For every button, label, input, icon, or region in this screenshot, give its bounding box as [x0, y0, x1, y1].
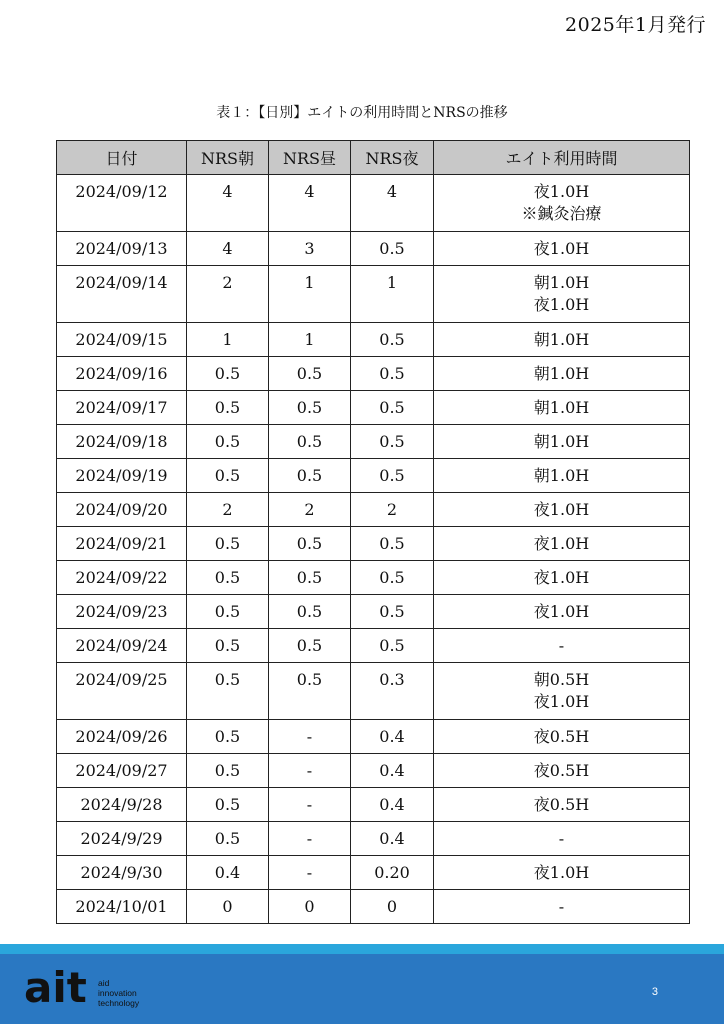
cell-nrs-night: 0.5: [351, 232, 434, 266]
cell-nrs-morning: 2: [187, 266, 269, 323]
usage-line: 夜1.0H: [533, 500, 590, 519]
cell-nrs-noon: -: [269, 754, 351, 788]
cell-date: 2024/09/23: [57, 595, 187, 629]
table-row: [57, 232, 690, 266]
cell-nrs-night: 0.20: [351, 856, 434, 890]
cell-nrs-noon: 0.5: [269, 527, 351, 561]
cell-nrs-night: 0.5: [351, 561, 434, 595]
cell-nrs-night: 0.5: [351, 425, 434, 459]
logo-line-2: innovation: [98, 988, 137, 998]
cell-nrs-noon: 0.5: [269, 595, 351, 629]
cell-nrs-night: 0.4: [351, 720, 434, 754]
cell-nrs-morning: 0.5: [187, 754, 269, 788]
cell-nrs-morning: 0.5: [187, 527, 269, 561]
cell-nrs-night: 0.5: [351, 459, 434, 493]
table-row: [57, 890, 690, 924]
cell-nrs-morning: 4: [187, 175, 269, 232]
usage-line: -: [558, 829, 565, 848]
cell-nrs-morning: 0.5: [187, 595, 269, 629]
cell-usage-time: [434, 720, 690, 754]
table-row: [57, 595, 690, 629]
cell-nrs-night: 0.3: [351, 663, 434, 720]
cell-nrs-noon: 0.5: [269, 391, 351, 425]
cell-date: 2024/9/28: [57, 788, 187, 822]
cell-nrs-noon: 0: [269, 890, 351, 924]
cell-nrs-noon: 0.5: [269, 561, 351, 595]
cell-usage-time: [434, 754, 690, 788]
cell-nrs-morning: 0.5: [187, 391, 269, 425]
cell-nrs-noon: 2: [269, 493, 351, 527]
table-row: [57, 266, 690, 323]
cell-nrs-morning: 0.5: [187, 663, 269, 720]
usage-line: 夜1.0H: [533, 534, 590, 553]
cell-nrs-morning: 0.5: [187, 459, 269, 493]
usage-line: 夜1.0H: [533, 239, 590, 258]
page-number: 3: [651, 986, 658, 998]
cell-date: 2024/09/25: [57, 663, 187, 720]
cell-nrs-morning: 0.5: [187, 822, 269, 856]
header-usage-time: エイト利用時間: [434, 141, 690, 175]
cell-date: 2024/09/22: [57, 561, 187, 595]
cell-date: 2024/09/27: [57, 754, 187, 788]
table-body: [57, 175, 690, 924]
cell-date: 2024/09/21: [57, 527, 187, 561]
usage-line: ※鍼灸治療: [521, 204, 602, 223]
usage-line: 夜1.0H: [533, 863, 590, 882]
cell-nrs-noon: 1: [269, 323, 351, 357]
cell-nrs-noon: 0.5: [269, 629, 351, 663]
cell-usage-time: [434, 232, 690, 266]
table-header-row: [57, 141, 690, 175]
logo-line-3: technology: [98, 998, 140, 1008]
usage-line: 夜1.0H: [533, 692, 590, 711]
usage-line: 朝1.0H: [533, 466, 590, 485]
cell-nrs-morning: 0.5: [187, 425, 269, 459]
table-row: [57, 391, 690, 425]
cell-date: 2024/09/18: [57, 425, 187, 459]
header-nrs-night: NRS夜: [351, 141, 434, 175]
usage-line: -: [558, 636, 565, 655]
cell-usage-time: [434, 357, 690, 391]
usage-line: 夜1.0H: [533, 295, 590, 314]
cell-usage-time: [434, 493, 690, 527]
cell-date: 2024/09/15: [57, 323, 187, 357]
usage-line: 夜1.0H: [533, 568, 590, 587]
cell-nrs-night: 4: [351, 175, 434, 232]
table-row: [57, 459, 690, 493]
cell-usage-time: [434, 459, 690, 493]
table-row: [57, 561, 690, 595]
cell-usage-time: [434, 822, 690, 856]
usage-line: 朝1.0H: [533, 364, 590, 383]
usage-line: 夜1.0H: [533, 182, 590, 201]
cell-nrs-morning: 0.5: [187, 561, 269, 595]
nrs-table: [56, 140, 690, 924]
usage-line: 夜0.5H: [533, 761, 590, 780]
header-nrs-noon: NRS昼: [269, 141, 351, 175]
usage-line: 朝0.5H: [533, 670, 590, 689]
table-row: [57, 720, 690, 754]
cell-usage-time: [434, 890, 690, 924]
cell-nrs-morning: 0.5: [187, 629, 269, 663]
cell-usage-time: [434, 856, 690, 890]
cell-date: 2024/09/13: [57, 232, 187, 266]
cell-date: 2024/09/17: [57, 391, 187, 425]
table-row: [57, 175, 690, 232]
table-row: [57, 493, 690, 527]
table-row: [57, 856, 690, 890]
cell-nrs-noon: -: [269, 720, 351, 754]
cell-usage-time: [434, 561, 690, 595]
table-row: [57, 357, 690, 391]
table-row: [57, 822, 690, 856]
cell-nrs-night: 0.5: [351, 323, 434, 357]
cell-date: 2024/09/12: [57, 175, 187, 232]
table-row: [57, 425, 690, 459]
cell-nrs-night: 0.4: [351, 822, 434, 856]
cell-date: 2024/9/29: [57, 822, 187, 856]
cell-date: 2024/09/19: [57, 459, 187, 493]
cell-nrs-noon: 0.5: [269, 357, 351, 391]
table-row: [57, 629, 690, 663]
cell-nrs-night: 0.4: [351, 754, 434, 788]
cell-usage-time: [434, 595, 690, 629]
cell-usage-time: [434, 266, 690, 323]
header-nrs-morning: NRS朝: [187, 141, 269, 175]
cell-nrs-noon: 4: [269, 175, 351, 232]
cell-nrs-night: 0.4: [351, 788, 434, 822]
usage-line: 夜1.0H: [533, 602, 590, 621]
cell-nrs-noon: -: [269, 822, 351, 856]
cell-date: 2024/09/16: [57, 357, 187, 391]
cell-nrs-night: 0: [351, 890, 434, 924]
cell-nrs-morning: 2: [187, 493, 269, 527]
cell-usage-time: [434, 788, 690, 822]
usage-line: 朝1.0H: [533, 432, 590, 451]
cell-nrs-morning: 1: [187, 323, 269, 357]
cell-nrs-night: 2: [351, 493, 434, 527]
cell-nrs-night: 0.5: [351, 527, 434, 561]
cell-usage-time: [434, 323, 690, 357]
cell-nrs-noon: 0.5: [269, 425, 351, 459]
table-row: [57, 323, 690, 357]
cell-nrs-noon: 3: [269, 232, 351, 266]
usage-line: -: [558, 897, 565, 916]
cell-nrs-night: 0.5: [351, 357, 434, 391]
cell-usage-time: [434, 391, 690, 425]
cell-nrs-morning: 0: [187, 890, 269, 924]
cell-nrs-noon: -: [269, 856, 351, 890]
cell-usage-time: [434, 629, 690, 663]
usage-line: 朝1.0H: [533, 398, 590, 417]
cell-nrs-morning: 4: [187, 232, 269, 266]
usage-line: 朝1.0H: [533, 330, 590, 349]
cell-nrs-night: 0.5: [351, 629, 434, 663]
cell-nrs-morning: 0.4: [187, 856, 269, 890]
logo-mark: ait: [24, 966, 87, 1012]
cell-date: 2024/10/01: [57, 890, 187, 924]
table-row: [57, 527, 690, 561]
cell-nrs-morning: 0.5: [187, 788, 269, 822]
header-date: 日付: [57, 141, 187, 175]
cell-usage-time: [434, 663, 690, 720]
usage-line: 夜0.5H: [533, 727, 590, 746]
table-row: [57, 754, 690, 788]
table-row: [57, 788, 690, 822]
cell-nrs-noon: 1: [269, 266, 351, 323]
cell-nrs-morning: 0.5: [187, 720, 269, 754]
table-row: [57, 663, 690, 720]
cell-date: 2024/09/24: [57, 629, 187, 663]
usage-line: 夜0.5H: [533, 795, 590, 814]
cell-date: 2024/9/30: [57, 856, 187, 890]
table-caption: 表１：【日別】エイトの利用時間とNRSの推移: [216, 105, 508, 121]
cell-nrs-night: 0.5: [351, 595, 434, 629]
cell-usage-time: [434, 527, 690, 561]
cell-date: 2024/09/26: [57, 720, 187, 754]
ait-logo: [24, 966, 154, 1012]
logo-line-1: aid: [98, 978, 110, 988]
cell-nrs-noon: -: [269, 788, 351, 822]
issue-date: 2025年1月発行: [565, 14, 706, 36]
usage-line: 朝1.0H: [533, 273, 590, 292]
cell-date: 2024/09/14: [57, 266, 187, 323]
footer-stripe: [0, 944, 724, 954]
cell-nrs-morning: 0.5: [187, 357, 269, 391]
cell-date: 2024/09/20: [57, 493, 187, 527]
cell-nrs-noon: 0.5: [269, 459, 351, 493]
cell-nrs-night: 1: [351, 266, 434, 323]
cell-usage-time: [434, 175, 690, 232]
cell-nrs-noon: 0.5: [269, 663, 351, 720]
cell-nrs-night: 0.5: [351, 391, 434, 425]
cell-usage-time: [434, 425, 690, 459]
